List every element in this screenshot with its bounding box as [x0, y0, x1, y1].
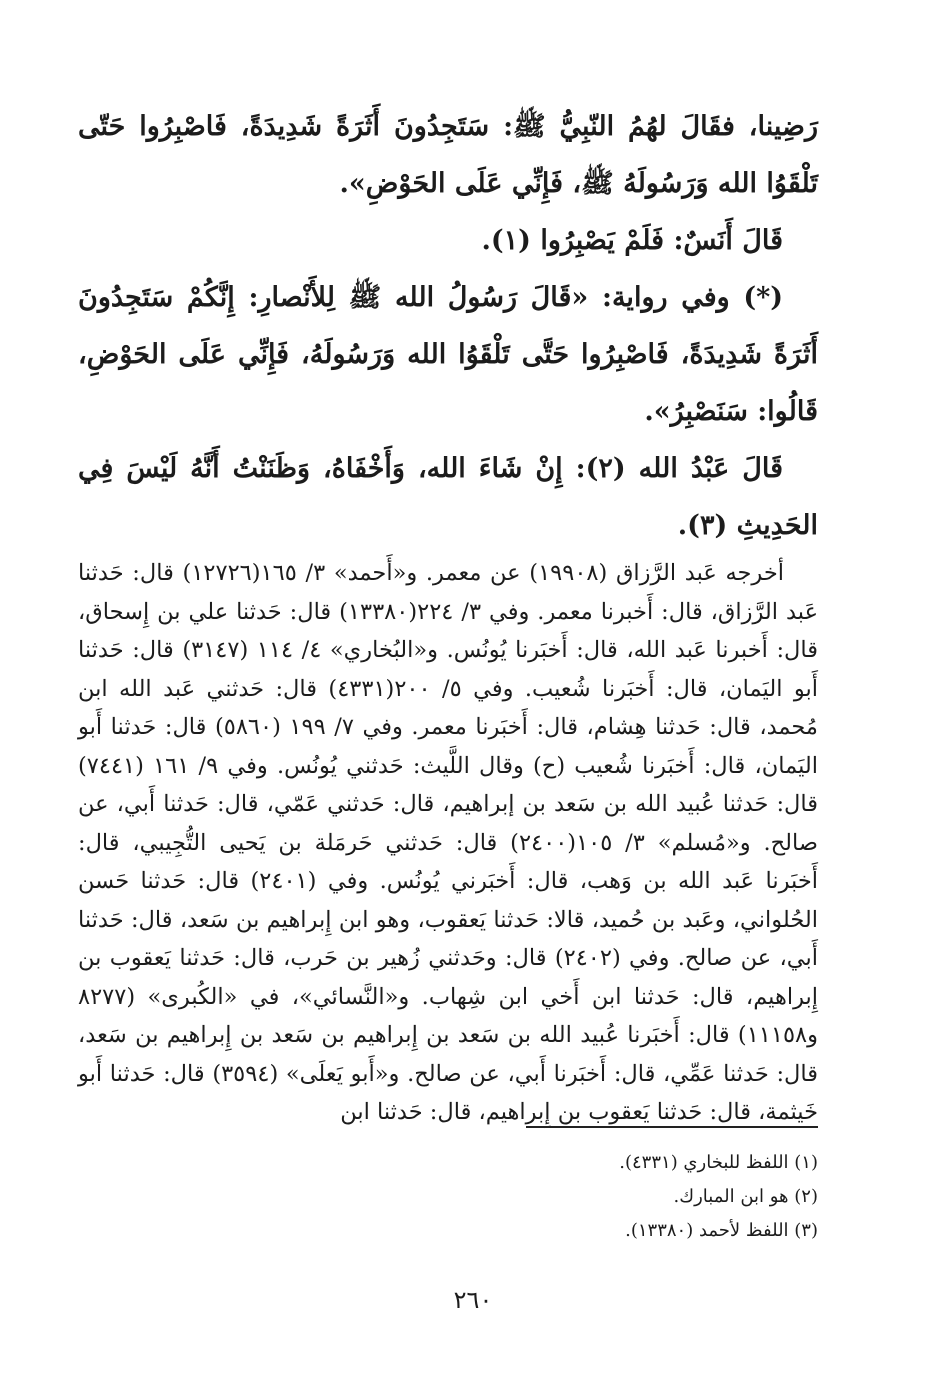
hadith-paragraph: قَالَ عَبْدُ الله (٢): إِنْ شَاءَ الله، وَأَخْفَاهُ، وَظَنَنْتُ أَنَّهُ لَيْسَ فِي الحَدِيثِ (٣).	[78, 453, 818, 541]
hadith-paragraph: قَالَ أَنَسٌ: فَلَمْ يَصْبِرُوا (١).	[481, 225, 783, 256]
hadith-paragraph: (*) وفي رواية: «قَالَ رَسُولُ الله ﷺ لِلأَنْصارِ: إِنَّكُمْ سَتَجِدُونَ أَثَرَةً شَدِيدَةً، فَاصْبِرُوا حَتَّى تَلْقَوُا الله وَرَسُولَهُ، فَإِنِّي عَلَى الحَوْضِ، قَالُوا: سَنَصْبِرُ».	[78, 282, 818, 427]
takhrij-paragraph: أخرجه عَبد الرَّزاق (١٩٩٠٨) عن معمر. و«أَحمد» ٣/ ١٦٥(١٢٧٢٦) قال: حَدثنا عَبد الرَّزاق، قال: أَخبرنا معمر. وفي ٣/ ٢٢٤(١٣٣٨٠) قال: حَدثنا علي بن إِسحاق، قال: أَخبرنا عَبد الله، قال: أَخبَرنا يُونُس. و«البُخاري» ٤/ ١١٤ (٣١٤٧) قال: حَدثنا أَبو اليَمان، قال: أَخبَرنا شُعيب. وفي ٥/ ٢٠٠(٤٣٣١) قال: حَدثني عَبد الله ابن مُحمد، قال: حَدثنا هِشام، قال: أَخبَرنا معمر. وفي ٧/ ١٩٩ (٥٨٦٠) قال: حَدثنا أَبو اليَمان، قال: أَخبَرنا شُعيب (ح) وقال اللَّيث: حَدثني يُونُس. وفي ٩/ ١٦١ (٧٤٤١) قال: حَدثنا عُبيد الله بن سَعد بن إبراهيم، قال: حَدثني عَمّي، قال: حَدثنا أَبي، عن صالح. و«مُسلم» ٣/ ١٠٥(٢٤٠٠) قال: حَدثني حَرمَلة بن يَحيى التُّجِيبي، قال: أَخبَرنا عَبد الله بن وَهب، قال: أَخبَرني يُونُس. وفي (٢٤٠١) قال: حَدثنا حَسن الحُلواني، وعَبد بن حُميد، قالا: حَدثنا يَعقوب، وهو ابن إِبراهيم بن سَعد، قال: حَدثنا أَبي، عن صالح. وفي (٢٤٠٢) قال: وحَدثني زُهير بن حَرب، قال: حَدثنا يَعقوب بن إِبراهيم، قال: حَدثنا ابن أَخي ابن شِهاب. و«النَّسائي»، في «الكُبرى» (٨٢٧٧ و١١١٥٨) قال: أَخبَرنا عُبيد الله بن سَعد بن إِبراهيم بن سَعد بن إِبراهيم بن سَعد، قال: حَدثنا عَمِّي، قال: أَخبَرنا أَبي، عن صالح. و«أَبو يَعلَى» (٣٥٩٤) قال: حَدثنا أَبو خَيثمة، قال: حَدثنا يَعقوب بن إِبراهيم، قال: حَدثنا ابن	[78, 560, 819, 1125]
page-number: ٢٦٠	[453, 1286, 493, 1314]
footnote-divider	[526, 1126, 818, 1128]
footnote: (١) اللفظ للبخاري (٤٣٣١).	[619, 1152, 818, 1173]
main-text	[78, 98, 818, 1132]
footnotes	[118, 1146, 818, 1248]
hadith-paragraph: رَضِينا، فقَالَ لهُمُ النّبِيُّ ﷺ: سَتَجِدُونَ أَثَرَةً شَدِيدَةً، فَاصْبِرُوا حَتّى تَلْقَوُا الله وَرَسُولَهُ ﷺ، فَإِنِّي عَلَى الحَوْضِ».	[78, 111, 818, 199]
footnote: (٢) هو ابن المبارك.	[673, 1186, 818, 1207]
footnote: (٣) اللفظ لأحمد (١٣٣٨٠).	[625, 1220, 818, 1241]
page-body	[78, 98, 818, 1132]
